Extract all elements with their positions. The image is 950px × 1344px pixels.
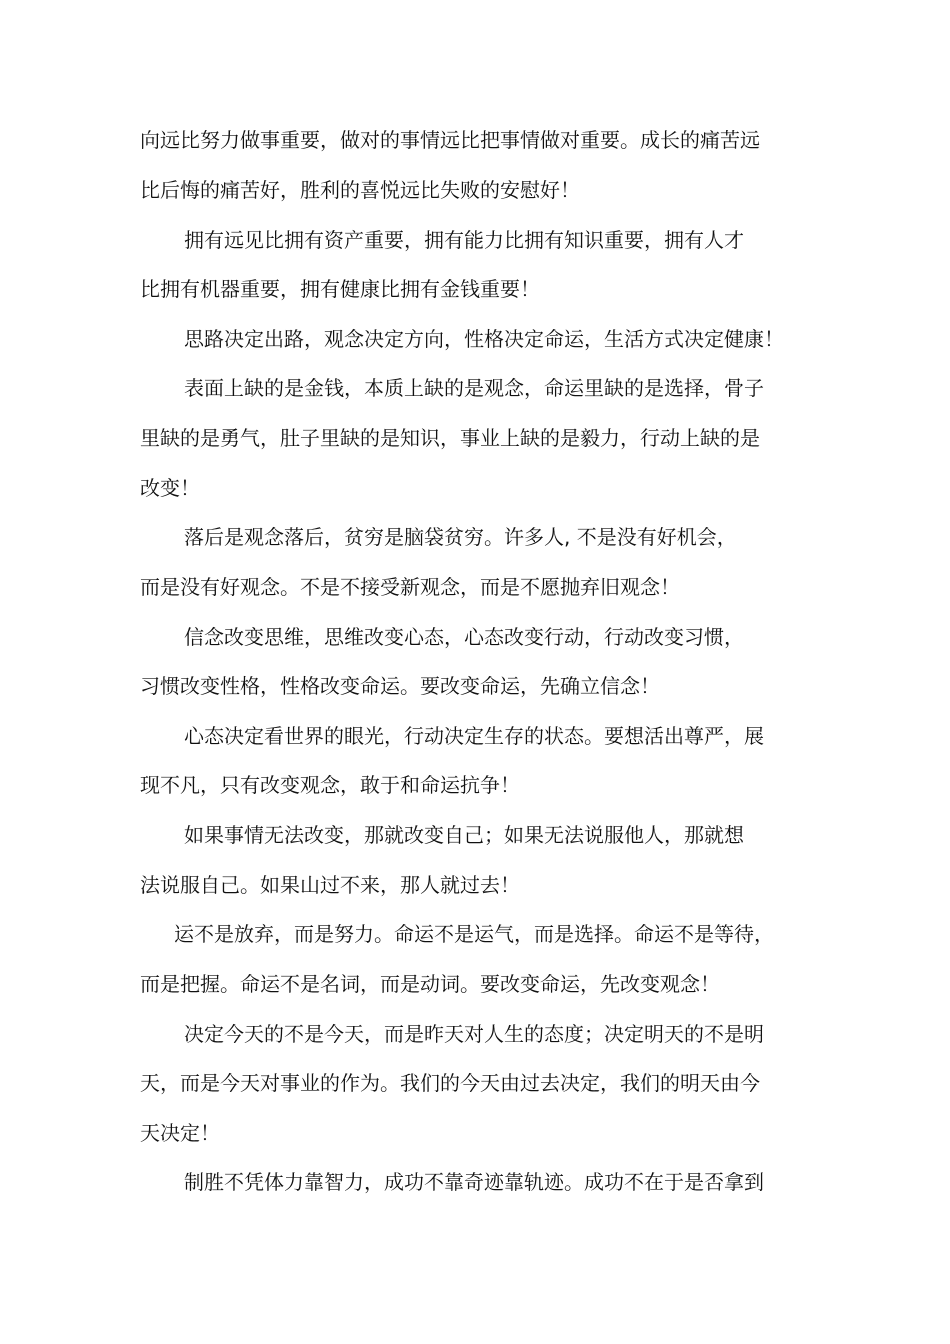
text-line: 而是把握。命运不是名词，而是动词。要改变命运，先改变观念！ [140, 972, 720, 996]
text-line: 而是没有好观念。不是不接受新观念，而是不愿抛弃旧观念！ [140, 575, 680, 599]
text-line: 心态决定看世界的眼光，行动决定生存的状态。要想活出尊严，展 [184, 724, 764, 748]
text-line: 如果事情无法改变，那就改变自己；如果无法说服他人，那就想 [184, 823, 744, 847]
text-line: 里缺的是勇气，肚子里缺的是知识，事业上缺的是毅力，行动上缺的是 [140, 426, 760, 450]
text-line: 运不是放弃，而是努力。命运不是运气，而是选择。命运不是等待， [174, 922, 774, 946]
text-line: 改变！ [140, 476, 200, 500]
text-line: 信念改变思维，思维改变心态，心态改变行动，行动改变习惯， [184, 625, 744, 649]
text-line: 习惯改变性格，性格改变命运。要改变命运，先确立信念！ [140, 674, 660, 698]
text-line: 表面上缺的是金钱，本质上缺的是观念，命运里缺的是选择，骨子 [184, 376, 764, 400]
text-line: 比后悔的痛苦好，胜利的喜悦远比失败的安慰好！ [140, 178, 580, 202]
text-line: 落后是观念落后，贫穷是脑袋贫穷。许多人, 不是没有好机会， [184, 525, 737, 549]
text-line: 向远比努力做事重要，做对的事情远比把事情做对重要。成长的痛苦远 [140, 128, 760, 152]
text-line: 拥有远见比拥有资产重要，拥有能力比拥有知识重要，拥有人才 [184, 228, 744, 252]
text-line: 天决定！ [140, 1121, 220, 1145]
text-line: 法说服自己。如果山过不来，那人就过去！ [140, 873, 520, 897]
text-line: 思路决定出路，观念决定方向，性格决定命运，生活方式决定健康！ [184, 327, 784, 351]
text-line: 现不凡，只有改变观念，敢于和命运抗争！ [140, 773, 520, 797]
text-line: 决定今天的不是今天，而是昨天对人生的态度；决定明天的不是明 [184, 1022, 764, 1046]
text-line: 天，而是今天对事业的作为。我们的今天由过去决定，我们的明天由今 [140, 1071, 760, 1095]
text-line: 比拥有机器重要，拥有健康比拥有金钱重要！ [140, 277, 540, 301]
text-line: 制胜不凭体力靠智力，成功不靠奇迹靠轨迹。成功不在于是否拿到 [184, 1170, 764, 1194]
